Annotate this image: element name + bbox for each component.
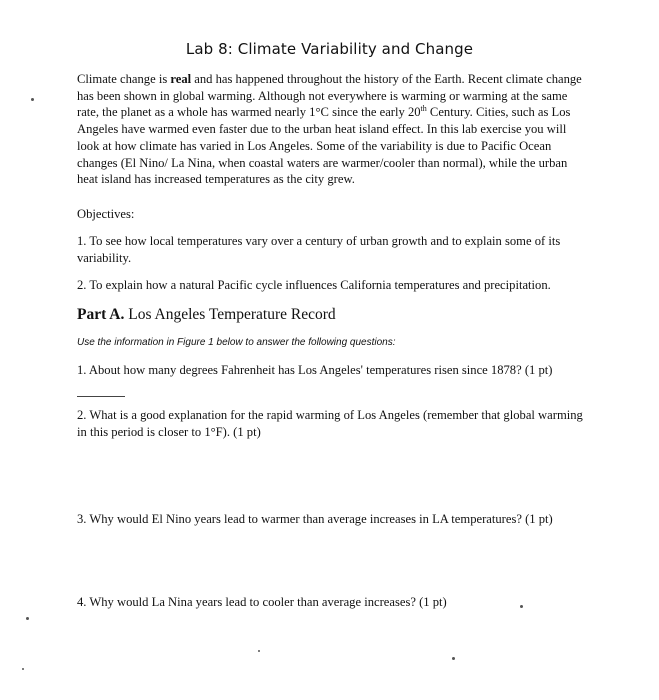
scan-speck: [452, 657, 455, 660]
part-a-label: Part A.: [77, 306, 125, 323]
question-2: 2. What is a good explanation for the rapid warming of Los Angeles (remember that global warming in this period is closer to 1°F). (1 pt): [77, 408, 583, 439]
objective-item: 2. To explain how a natural Pacific cycle influences California temperatures and precipitation.: [77, 278, 551, 292]
figure-instruction: Use the information in Figure 1 below to answer the following questions:: [77, 337, 396, 348]
objectives-label: Objectives:: [77, 207, 135, 221]
part-a-title: Los Angeles Temperature Record: [128, 306, 336, 323]
question-4: 4. Why would La Nina years lead to cooler than average increases? (1 pt): [77, 595, 447, 609]
objective-item: 1. To see how local temperatures vary over a century of urban growth and to explain some of its variability.: [77, 234, 561, 265]
question-1: 1. About how many degrees Fahrenheit has Los Angeles' temperatures risen since 1878? (1 pt): [77, 363, 553, 377]
century-superscript: th: [420, 104, 427, 114]
scan-speck: [31, 98, 34, 101]
intro-text-middle: and has happened throughout the history of the Earth. Recent climate change has been shown in global warming. Although not everywhere is warming or warming at the same rate, the planet as a whole has warmed nearly 1°C since the early 20: [77, 72, 582, 120]
question-3: 3. Why would El Nino years lead to warmer than average increases in LA temperatures? (1 pt): [77, 512, 553, 526]
intro-paragraph: [77, 71, 587, 188]
part-a-heading: [77, 305, 587, 325]
scan-speck: [258, 650, 260, 652]
intro-emphasis: real: [170, 72, 192, 86]
answer-line: [77, 396, 125, 397]
intro-text-end: Century. Cities, such as Los Angeles have warmed even faster due to the urban heat island effect. In this lab exercise you will look at how climate has varied in Los Angeles. Some of the variability is due to Pacific Ocean changes (El Nino/ La Nina, when coastal waters are warmer/cooler than normal), while the urban heat island has increased temperatures as the city grew.: [77, 105, 571, 187]
lab-title: Lab 8: Climate Variability and Change: [185, 40, 474, 58]
scan-speck: [26, 617, 29, 620]
intro-text-start: Climate change is: [77, 72, 171, 86]
scan-speck: [520, 605, 523, 608]
scan-speck: [22, 668, 24, 670]
